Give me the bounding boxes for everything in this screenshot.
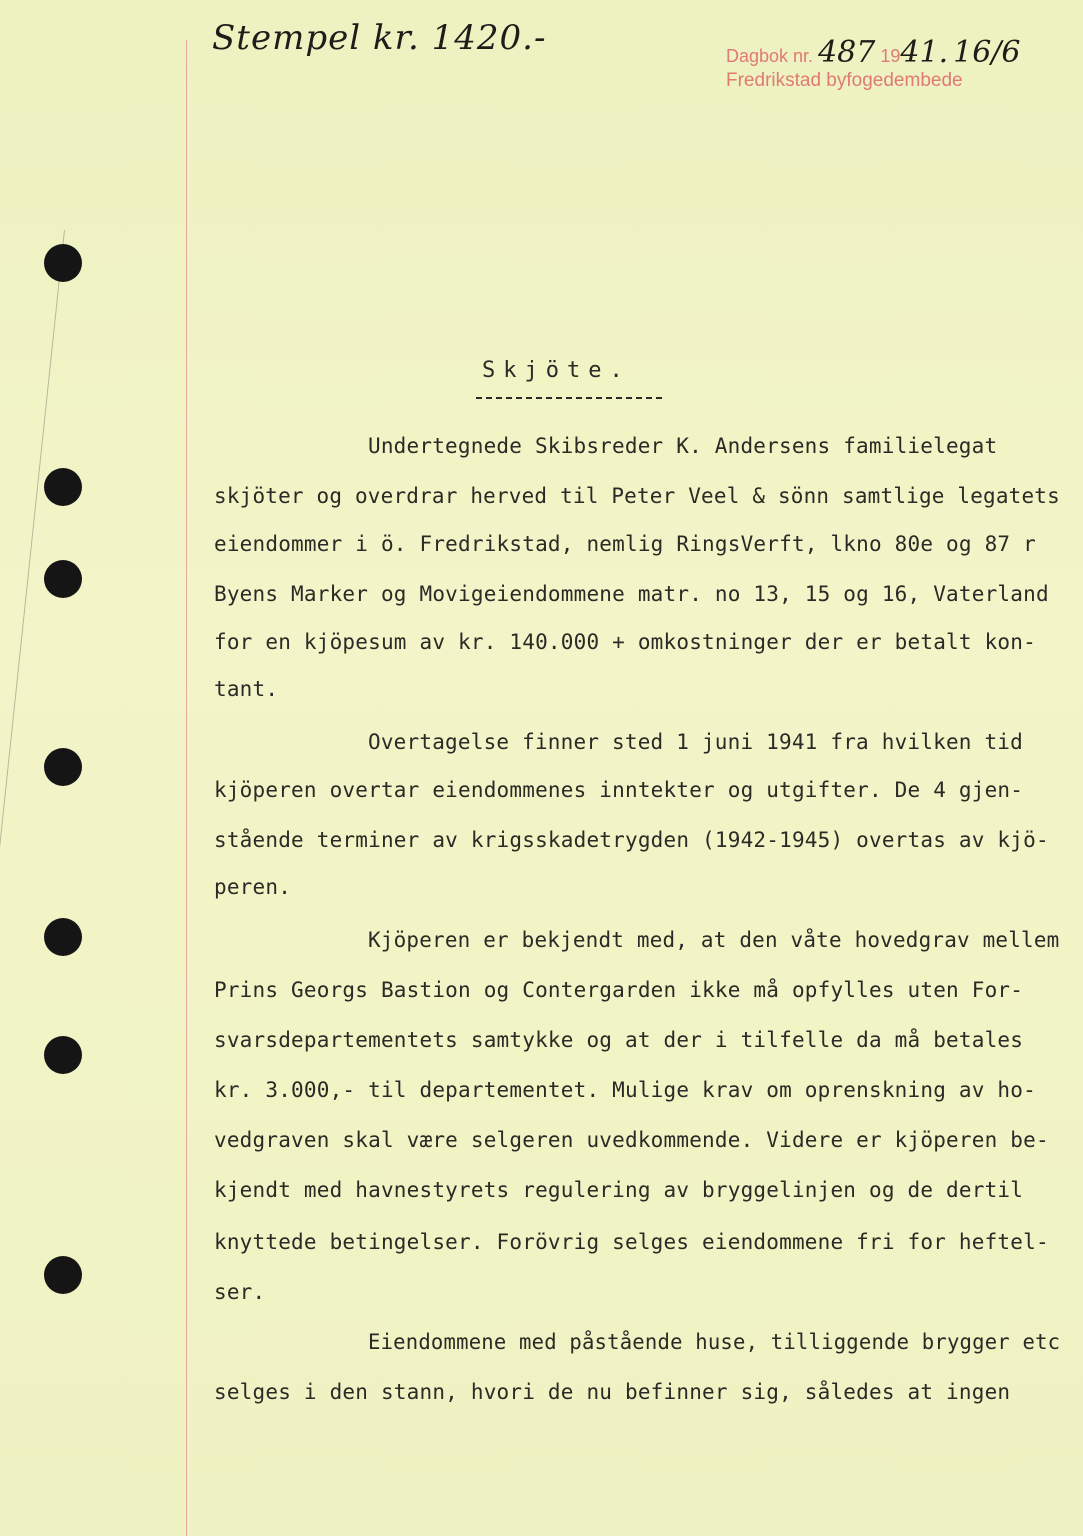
punch-hole [44,1256,82,1294]
punch-hole [44,748,82,786]
text-line: ser. [214,1280,266,1304]
text-line: Byens Marker og Movigeiendommene matr. no 13, 15 og 16, Vaterland [214,582,1049,606]
office-name: Fredrikstad byfogedembede [726,70,963,91]
punch-hole [44,560,82,598]
text-line: Eiendommene med påstående huse, tilliggende brygger etc [368,1330,1061,1354]
text-line: skjöter og overdrar herved til Peter Veel & sönn samtlige legatets [214,484,1060,508]
year-prefix: 19 [880,46,901,66]
text-line: svarsdepartementets samtykke og at der i tilfelle da må betales [214,1028,1024,1052]
text-line: knyttede betingelser. Forövrig selges eiendommene fri for heftel- [214,1230,1049,1254]
title-underline [476,397,662,399]
text-line: Kjöperen er bekjendt med, at den våte hovedgrav mellem [368,928,1060,952]
punch-hole [44,468,82,506]
text-line: Overtagelse finner sted 1 juni 1941 fra hvilken tid [368,730,1023,754]
margin-line [186,40,187,1536]
text-line: kjendt med havnestyrets regulering av bryggelinjen og de dertil [214,1178,1024,1202]
text-line: vedgraven skal være selgeren uvedkommende. Videre er kjöperen be- [214,1128,1049,1152]
punch-hole [44,244,82,282]
text-line: eiendommer i ö. Fredrikstad, nemlig RingsVerft, lkno 80e og 87 r [214,532,1036,556]
document-title: Skjöte. [482,358,631,383]
text-line: selges i den stann, hvori de nu befinner sig, således at ingen [214,1380,1011,1404]
text-line: peren. [214,875,292,899]
dagbok-label: Dagbok nr. [726,46,814,66]
stamp-duty-note: Stempel kr. 1420.- [212,18,547,58]
dagbok-number: 487 [818,35,876,70]
year: 41. [900,35,949,70]
text-line: tant. [214,677,279,701]
text-line: Undertegnede Skibsreder K. Andersens familielegat [368,434,998,458]
text-line: stående terminer av krigsskadetrygden (1942-1945) overtas av kjö- [214,828,1049,852]
text-line: kr. 3.000,- til departementet. Mulige krav om oprenskning av ho- [214,1078,1036,1102]
text-line: Prins Georgs Bastion og Contergarden ikke må opfylles uten For- [214,978,1024,1002]
punch-hole [44,918,82,956]
text-line: kjöperen overtar eiendommenes inntekter og utgifter. De 4 gjen- [214,778,1024,802]
text-line: for en kjöpesum av kr. 140.000 + omkostninger der er betalt kon- [214,630,1036,654]
punch-hole [44,1036,82,1074]
date: 16/6 [953,35,1021,70]
